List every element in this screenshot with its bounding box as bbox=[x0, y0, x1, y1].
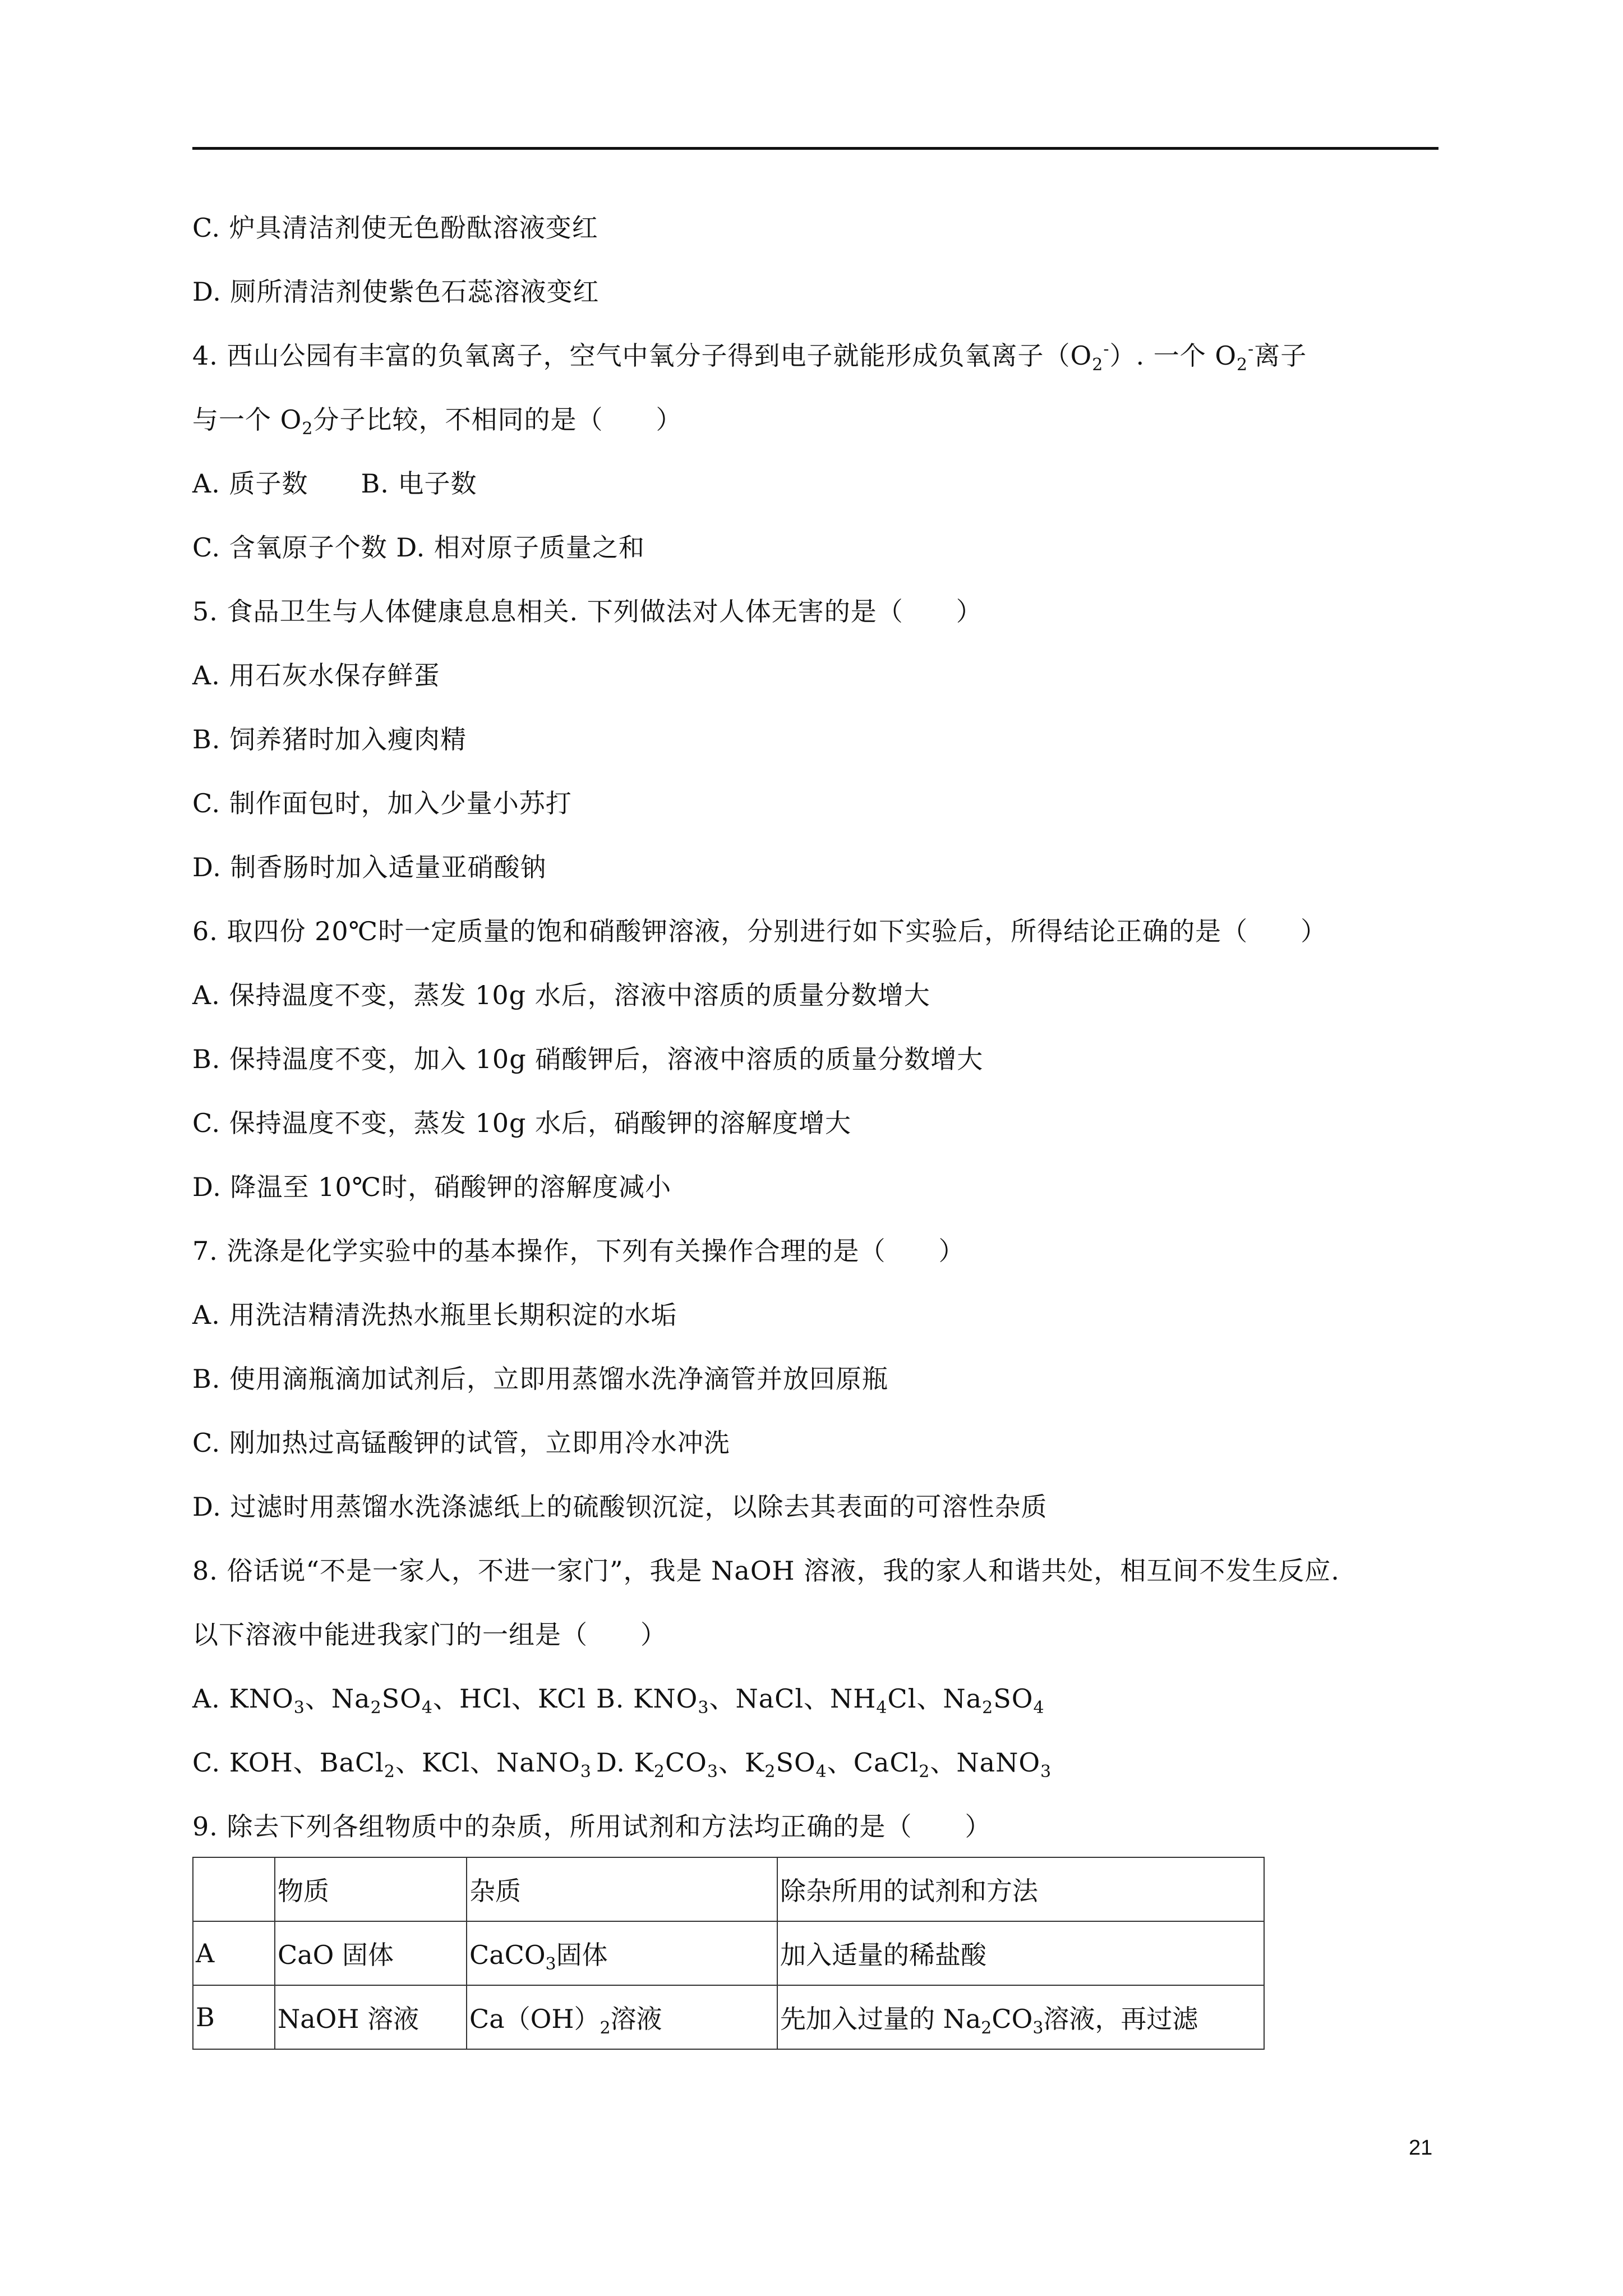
table-header-cell: 物质 bbox=[275, 1857, 467, 1921]
table-cell: 加入适量的稀盐酸 bbox=[777, 1921, 1264, 1985]
table-header-row bbox=[193, 1857, 1264, 1921]
q4-stem-line1: 4. 西山公园有丰富的负氧离子，空气中氧分子得到电子就能形成负氧离子$(O_2^-)$. 一个 $O_2^-$离子 bbox=[192, 339, 1307, 375]
table-row bbox=[193, 1985, 1264, 2049]
table-header-cell bbox=[193, 1857, 275, 1921]
table-row bbox=[193, 1921, 1264, 1985]
q5-stem: 5. 食品卫生与人体健康息息相关. 下列做法对人体无害的是（ ） bbox=[192, 596, 983, 627]
q8-option-b: B. $KNO_3$、NaCl、$NH_4Cl$、$Na_2SO_4$ bbox=[596, 1683, 1045, 1718]
q8-stem-line1: 8. 俗话说“不是一家人，不进一家门”，我是 NaOH 溶液，我的家人和谐共处，相互间不发生反应. bbox=[192, 1556, 1340, 1586]
q8-option-d: D. $K_2CO_3$、$K_2SO_4$、CaCl$_2$、NaNO$_3$ bbox=[596, 1747, 1052, 1782]
table-cell: A bbox=[193, 1921, 275, 1985]
page-number: 21 bbox=[1409, 2136, 1433, 2160]
q3-option-d: D. 厕所清洁剂使紫色石蕊溶液变红 bbox=[192, 277, 600, 307]
q5-option-a: A. 用石灰水保存鲜蛋 bbox=[192, 660, 440, 691]
q6-stem: 6. 取四份 20℃时一定质量的饱和硝酸钾溶液，分别进行如下实验后，所得结论正确的是（ ） bbox=[192, 916, 1327, 946]
q5-option-b: B. 饲养猪时加入瘦肉精 bbox=[192, 724, 467, 754]
q8-stem-line2: 以下溶液中能进我家门的一组是（ ） bbox=[192, 1619, 667, 1650]
q5-option-d: D. 制香肠时加入适量亚硝酸钠 bbox=[192, 852, 547, 882]
table-cell: NaOH 溶液 bbox=[275, 1985, 467, 2049]
q6-option-a: A. 保持温度不变，蒸发 10g 水后，溶液中溶质的质量分数增大 bbox=[192, 980, 930, 1010]
q8-option-a: A. $KNO_3$、$Na_2SO_4$、HCl、KCl bbox=[192, 1683, 587, 1718]
q7-option-c: C. 刚加热过高锰酸钾的试管，立即用冷水冲洗 bbox=[192, 1428, 730, 1458]
table-cell: B bbox=[193, 1985, 275, 2049]
table-cell: CaCO$_3$固体 bbox=[467, 1921, 777, 1985]
q3-option-c: C. 炉具清洁剂使无色酚酞溶液变红 bbox=[192, 213, 598, 243]
q4-stem-line2: 与一个 $O_2$分子比较，不相同的是（ ） bbox=[192, 404, 683, 439]
q4-options-ab: A. 质子数 B. 电子数 bbox=[192, 468, 477, 499]
q6-option-c: C. 保持温度不变，蒸发 10g 水后，硝酸钾的溶解度增大 bbox=[192, 1108, 852, 1138]
table-header-cell: 除杂所用的试剂和方法 bbox=[777, 1857, 1264, 1921]
table-cell: 先加入过量的 $Na_2CO_3$溶液，再过滤 bbox=[777, 1985, 1264, 2049]
table-header-cell: 杂质 bbox=[467, 1857, 777, 1921]
table-cell: CaO 固体 bbox=[275, 1921, 467, 1985]
q7-option-b: B. 使用滴瓶滴加试剂后，立即用蒸馏水洗净滴管并放回原瓶 bbox=[192, 1364, 889, 1394]
q8-option-c: C. KOH、BaCl$_2$、KCl、NaNO$_3$ bbox=[192, 1747, 592, 1782]
q7-stem: 7. 洗涤是化学实验中的基本操作，下列有关操作合理的是（ ） bbox=[192, 1236, 965, 1266]
q4-options-cd: C. 含氧原子个数 D. 相对原子质量之和 bbox=[192, 532, 645, 563]
q9-table bbox=[192, 1857, 1265, 2050]
q6-option-b: B. 保持温度不变，加入 10g 硝酸钾后，溶液中溶质的质量分数增大 bbox=[192, 1044, 984, 1074]
q5-option-c: C. 制作面包时，加入少量小苏打 bbox=[192, 788, 572, 818]
q7-option-a: A. 用洗洁精清洗热水瓶里长期积淀的水垢 bbox=[192, 1300, 677, 1330]
q6-option-d: D. 降温至 10℃时，硝酸钾的溶解度减小 bbox=[192, 1172, 672, 1202]
q7-option-d: D. 过滤时用蒸馏水洗涤滤纸上的硫酸钡沉淀，以除去其表面的可溶性杂质 bbox=[192, 1492, 1048, 1522]
header-rule bbox=[192, 147, 1438, 150]
table-cell: $Ca(OH)_2$溶液 bbox=[467, 1985, 777, 2049]
q9-stem: 9. 除去下列各组物质中的杂质，所用试剂和方法均正确的是（ ） bbox=[192, 1811, 992, 1842]
